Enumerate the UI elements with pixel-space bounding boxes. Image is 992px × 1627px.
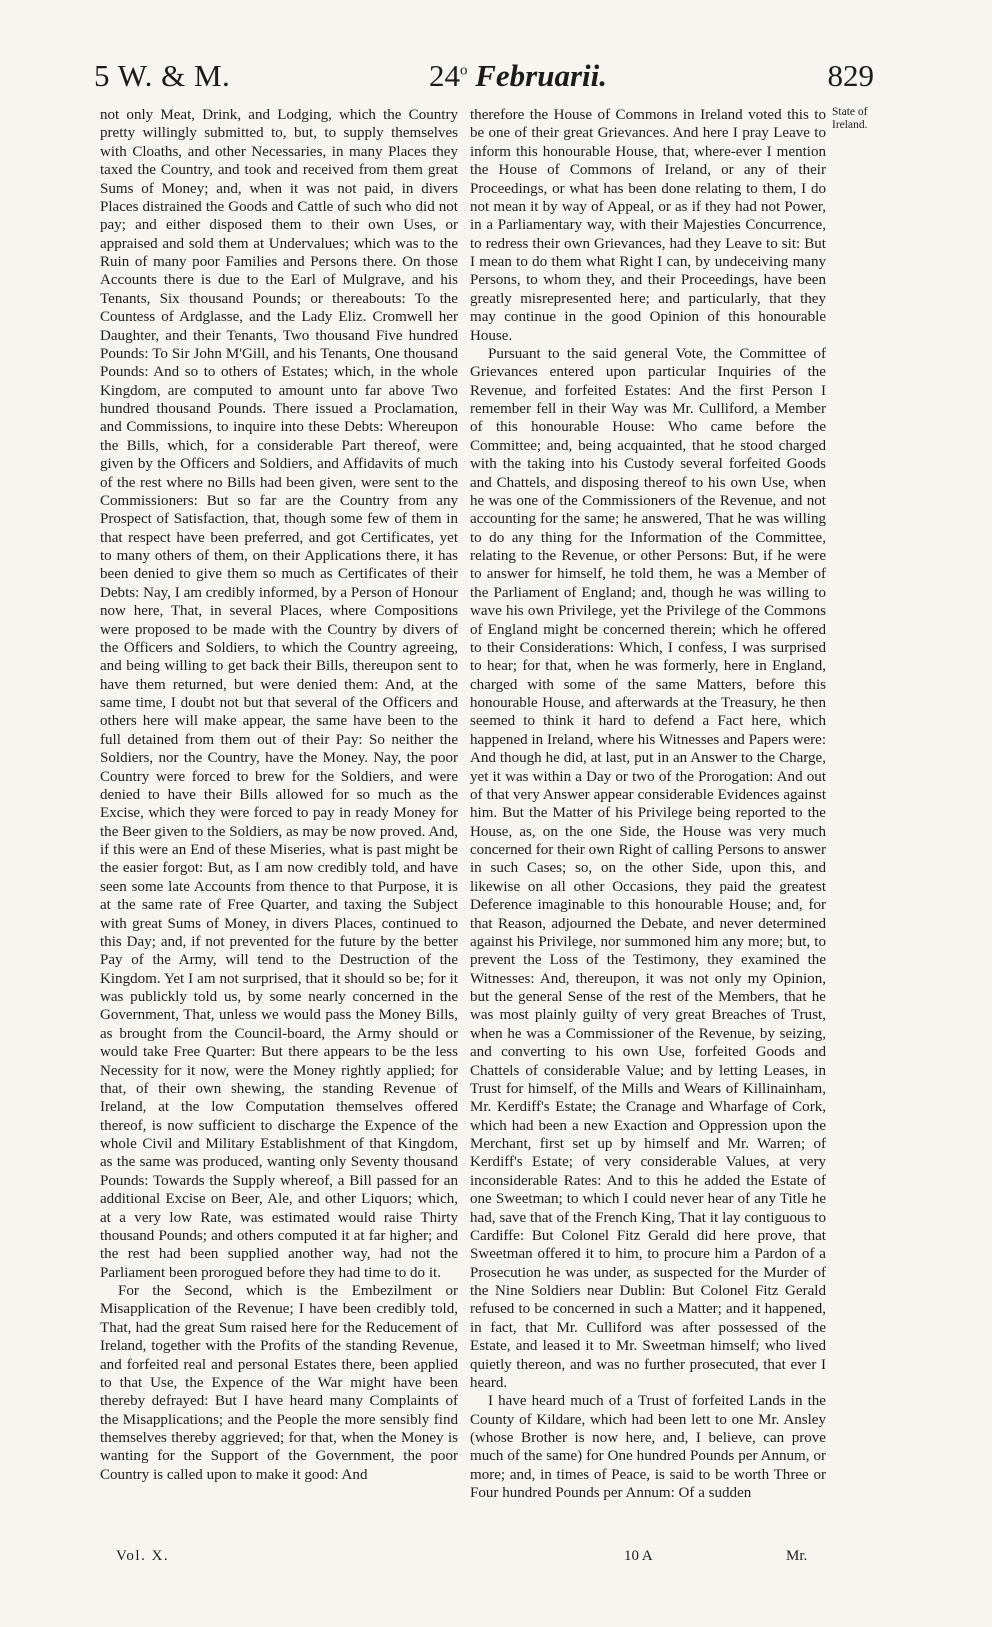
volume-label: Vol. X. — [116, 1548, 170, 1564]
page-date — [429, 58, 607, 94]
left-paragraph-2: For the Second, which is the Embezilment or Misapplication of the Revenue; I have been credibly told, That, had the great Sum raised here for the Reducement of Ireland, together with the Profits of the standing Revenue, and forfeited real and personal Estates there, been applied to that Use, the Expence of the War might have been thereby defrayed: But I have heard many Complaints of the Misapplications; and the People the more sensibly find themselves thereby aggrieved; for that, when the Money is wanting for the Support of the Government, the poor Country is called upon to make it good: And — [100, 1283, 458, 1483]
left-paragraph-1: not only Meat, Drink, and Lodging, which the Country pretty willingly submitted to, but, to supply themselves with Cloaths, and other Necessaries, in many Places they taxed the Country, and took and received from them great Sums of Money; and, when it was not paid, in divers Places distrained the Goods and Cattle of such who did not pay; and either disposed them to their own Uses, or appraised and sold them at Undervalues; which was to the Ruin of many poor Families and Persons there. On those Accounts there is due to the Earl of Mulgrave, and his Tenants, Six thousand Pounds; or thereabouts: To the Countess of Ardglasse, and the Lady Eliz. Cromwell her Daughter, and their Tenants, Two thousand Five hundred Pounds: To Sir John M'Gill, and his Tenants, One thousand Pounds: And so to others of Estates; which, in the whole Kingdom, are computed to amount unto far above Two hundred thousand Pounds. There issued a Proclamation, and Commissions, to inquire into these Debts: Whereupon the Bills, which, for a considerable Part thereof, were given by the Officers and Soldiers, and Affidavits of much of the rest where no Bills had been given, were sent to the Commissioners: But so far are the Country from any Prospect of Satisfaction, that, though some few of them in that respect have been preferred, and got Certificates, yet to many others of them, on their Applications there, it has been denied to give them so much as Certificates of their Debts: Nay, I am credibly informed, by a Person of Honour now here, That, in several Places, where Compositions were proposed to be made with the Country by divers of the Officers and Soldiers, to which the Country agreeing, and being willing to get back their Bills, thereupon sent to have them returned, but were denied them: And, at the same time, I doubt not but that several of the Officers and others here will make appear, the same have been to the full detained from them out of their Pay: So neither the Soldiers, nor the Country, have the Money. Nay, the poor Country were forced to brew for the Soldiers, and were denied to have their Bills allowed for so much as the Excise, which they were forced to pay in ready Money for the Beer given to the Soldiers, as may be now proved. And, if this were an End of these Miseries, what is past might be the easier forgot: But, as I am now credibly told, and have seen some late Accounts from thence to that Purpose, it is at the same rate of Free Quarter, and taxing the Subject with great Sums of Money, in divers Places, continued to this Day; and, if not prevented for the future by the better Pay of the Army, will tend to the Destruction of the Kingdom. Yet I am not surprised, that it should so be; for it was publickly told us, by some nearly concerned in the Government, That, unless we would pass the Money Bills, as brought from the Council-board, the Army should or would take Free Quarter: But there appears to be the less Necessity for it now, were the Money rightly applied; for that, of their own shewing, the standing Revenue of Ireland, at the low Computation themselves offered thereof, is now sufficient to discharge the Expence of the whole Civil and Military Establishment of that Kingdom, as the same was produced, wanting only Seventy thousand Pounds: Towards the Supply whereof, a Bill passed for an additional Excise on Beer, Ale, and other Liquors; which, at a very low Rate, was estimated would raise Thirty thousand Pounds; and others computed it at far higher; and the rest had been supplied another way, had not the Parliament been prorogued before they had time to do it. — [100, 107, 458, 1281]
regnal-year: 5 W. & M. — [94, 58, 231, 93]
date-day: 24 — [429, 58, 460, 93]
date-ordinal: o — [460, 62, 468, 79]
date-month: Februarii. — [475, 58, 608, 93]
catchword: Mr. — [786, 1548, 808, 1564]
page-number: 829 — [827, 58, 874, 93]
right-paragraph-3: I have heard much of a Trust of forfeited Lands in the County of Kildare, which had been lett to one Mr. Ansley (whose Brother is now here, and, I believe, can prove much of the same) for One hundred Pounds per Annum, or more; and, in times of Peace, is said to be worth Three or Four hundred Pounds per Annum: Of a sudden — [470, 1393, 826, 1502]
marginal-note: State of Ireland. — [832, 106, 868, 131]
running-head — [94, 58, 874, 100]
right-paragraph-2: Pursuant to the said general Vote, the Committee of Grievances entered upon particular Inquiries of the Revenue, and forfeited Estates: And the first Person I remember fell in their Way was Mr. Culliford, a Member of this honourable House: Who came before the Committee; and, being acquainted, that he stood charged with the taking into his Custody several forfeited Goods and Chattels, and disposing thereof to his own Use, when he was one of the Commissioners of the Revenue, and not accounting for the same; he answered, That he was willing to do any thing for the Information of the Committee, relating to the Revenue, or other Persons: But, if he were to answer for himself, he told them, he was a Member of the Parliament of England; and, though he was willing to wave his own Privilege, yet the Privilege of the Commons of England might be concerned therein; which he offered to their Considerations: Which, I confess, I was surprised to hear; for that, when he was formerly, here in England, charged with some of the same Matters, before this honourable House, and afterwards at the Treasury, he then seemed to think it hard to defend a Fact here, which happened in Ireland, where his Witnesses and Papers were: And though he did, at last, put in an Answer to the Charge, yet it was within a Day or two of the Prorogation: And out of that very Answer appear considerable Evidences against him. But the Matter of his Privilege being reported to the House, as, on the one Side, the House was very much concerned for their own Right of calling Persons to answer in such Cases; so, on the other Side, upon this, and likewise on all other Occasions, they paid the greatest Deference imaginable to this honourable House; and, for that Reason, adjourned the Debate, and never determined against his Privilege, nor summoned him any more; but, to prevent the Loss of the Testimony, they examined the Witnesses: And, thereupon, it was not only my Opinion, but the general Sense of the rest of the Members, that he was most plainly guilty of very great Breaches of Trust, when he was a Commissioner of the Revenue, by seizing, and converting to his own Use, forfeited Goods and Chattels of considerable Value; and by letting Leases, in Trust for himself, of the Mills and Wears of Killinainham, Mr. Kerdiff's Estate; the Cranage and Wharfage of Cork, which had been a new Exaction and Oppression upon the Merchant, first set up by himself and Mr. Warren; of Kerdiff's Estate; of very considerable Values, at very inconsiderable Rates: And to this he added the Estate of one Sweetman; to which I could never hear of any Title he had, save that of the French King, That it lay contiguous to Cardiffe: But Colonel Fitz Gerald did here prove, that Sweetman offered it to him, to procure him a Pardon of a Prosecution he was under, as suspected for the Murder of the Nine Soldiers near Dublin: But Colonel Fitz Gerald refused to be concerned in such a Matter; and it happened, in fact, that Mr. Culliford was after possessed of the Estate, and leased it to Mr. Sweetman himself; who lived quietly thereon, and was no further prosecuted, that ever I heard. — [470, 345, 826, 1391]
signature-mark: 10 A — [624, 1548, 653, 1564]
right-column — [470, 106, 826, 1503]
left-column — [100, 106, 458, 1484]
right-paragraph-1: therefore the House of Commons in Ireland voted this to be one of their great Grievances. And here I pray Leave to inform this honourable House, that, where-ever I mention the House of Commons of Ireland, or any of their Proceedings, or what has been done relating to them, I do not mean it by way of Appeal, or as if they had not Power, in a Parliamentary way, with their Majesties Concurrence, to redress their own Grievances, had they Leave to sit: But I mean to do them what Right I can, by undeceiving many Persons, to whom they, and their Proceedings, have been greatly misrepresented here; and particularly, that they may continue in the good Opinion of this honourable House. — [470, 107, 826, 344]
